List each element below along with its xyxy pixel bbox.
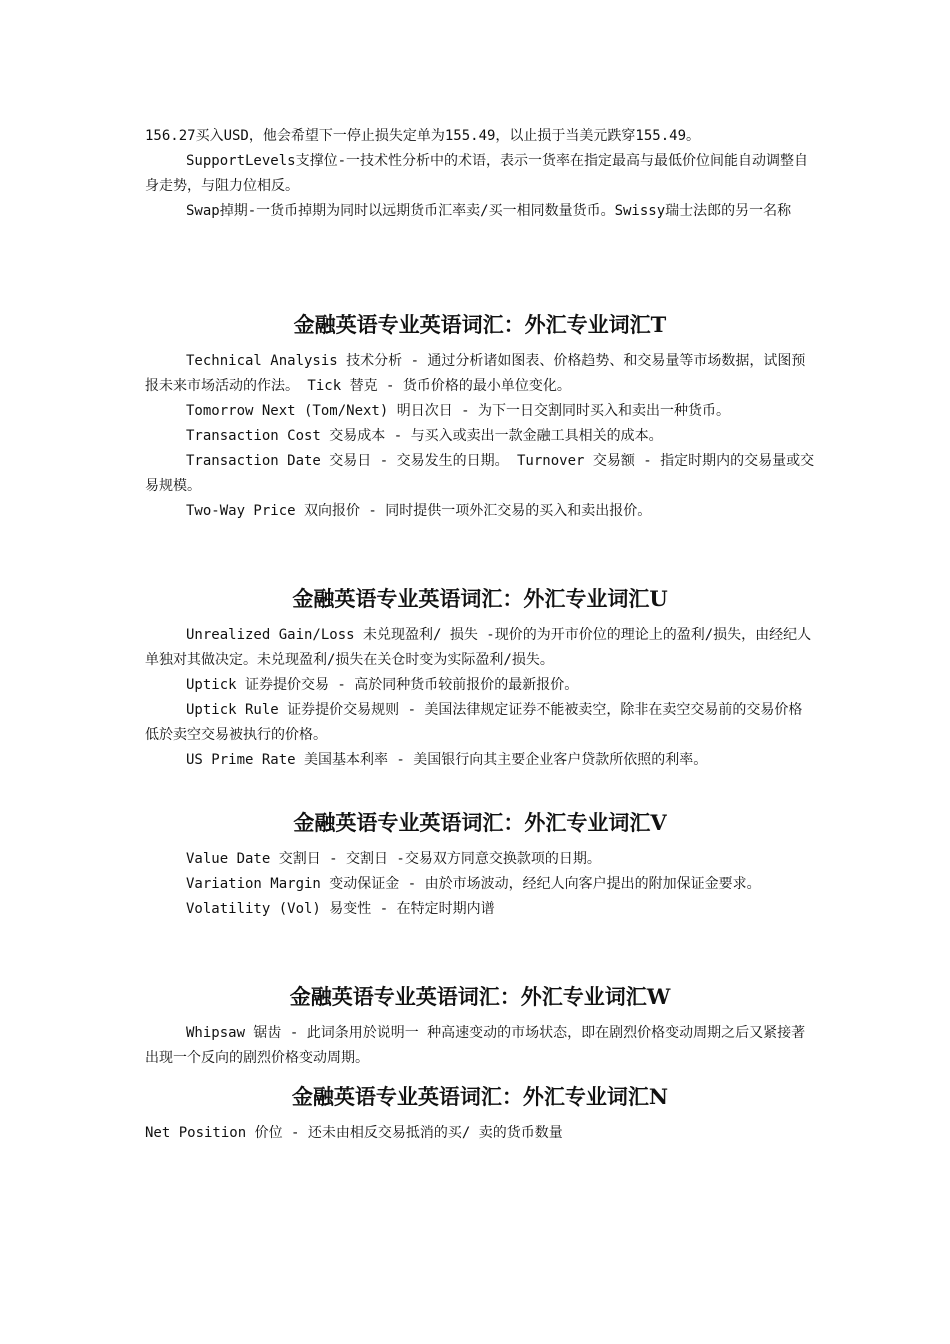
section-u-heading: 金融英语专业英语词汇：外汇专业词汇U xyxy=(292,586,668,611)
term-item: Two-Way Price 双向报价 - 同时提供一项外汇交易的买入和卖出报价。 xyxy=(186,503,652,519)
section-t-body xyxy=(145,349,815,524)
section-v-body xyxy=(145,847,815,922)
intro-text xyxy=(145,124,815,224)
intro-paragraph-2: SupportLevels支撑位-一技术性分析中的术语，表示一货率在指定最高与最低价位间能自动调整自身走势，与阻力位相反。 xyxy=(145,153,808,194)
term-item: Transaction Cost 交易成本 - 与买入或卖出一款金融工具相关的成本。 xyxy=(186,428,663,444)
term-item: Whipsaw 锯齿 - 此词条用於说明一 种高速变动的市场状态，即在剧烈价格变动周期之后又紧接著出现一个反向的剧烈价格变动周期。 xyxy=(145,1025,806,1066)
section-w-heading: 金融英语专业英语词汇：外汇专业词汇W xyxy=(289,984,671,1009)
term-item: Transaction Date 交易日 - 交易发生的日期。 Turnover 交易额 - 指定时期内的交易量或交易规模。 xyxy=(145,453,815,494)
term-item: Uptick Rule 证券提价交易规则 - 美国法律规定证券不能被卖空，除非在卖空交易前的交易价格低於卖空交易被执行的价格。 xyxy=(145,702,803,743)
section-v-heading: 金融英语专业英语词汇：外汇专业词汇V xyxy=(293,810,667,835)
term-item: Uptick 证券提价交易 - 高於同种货币较前报价的最新报价。 xyxy=(186,677,579,693)
section-u-body xyxy=(145,623,815,773)
term-item: Net Position 价位 - 还未由相反交易抵消的买/ 卖的货币数量 xyxy=(145,1125,563,1141)
section-n-heading: 金融英语专业英语词汇：外汇专业词汇N xyxy=(291,1084,669,1109)
section-w-body xyxy=(145,1021,815,1071)
term-item: Variation Margin 变动保证金 - 由於市场波动，经纪人向客户提出的附加保证金要求。 xyxy=(186,876,761,892)
term-item: Unrealized Gain/Loss 未兑现盈利/ 损失 -现价的为开市价位的理论上的盈利/损失，由经纪人单独对其做决定。未兑现盈利/损失在关仓时变为实际盈利/损失。 xyxy=(145,627,812,668)
section-n-body xyxy=(145,1121,815,1146)
term-item: Value Date 交割日 - 交割日 -交易双方同意交换款项的日期。 xyxy=(186,851,601,867)
term-item: Volatility (Vol) 易变性 - 在特定时期内谱 xyxy=(186,901,495,917)
term-item: US Prime Rate 美国基本利率 - 美国银行向其主要企业客户贷款所依照的利率。 xyxy=(186,752,708,768)
intro-paragraph-3: Swap掉期-一货币掉期为同时以远期货币汇率卖/买一相同数量货币。Swissy瑞士法郎的另一名称 xyxy=(186,203,792,219)
term-item: Tomorrow Next (Tom/Next) 明日次日 - 为下一日交割同时买入和卖出一种货币。 xyxy=(186,403,731,419)
intro-paragraph-1: 156.27买入USD，他会希望下一停止损失定单为155.49，以止损于当美元跌穿155.49。 xyxy=(145,128,701,144)
section-t-heading: 金融英语专业英语词汇：外汇专业词汇T xyxy=(293,312,667,337)
term-item: Technical Analysis 技术分析 - 通过分析诸如图表、价格趋势、和交易量等市场数据，试图预报未来市场活动的作法。 Tick 替克 - 货币价格的最小单位变化。 xyxy=(145,353,806,394)
